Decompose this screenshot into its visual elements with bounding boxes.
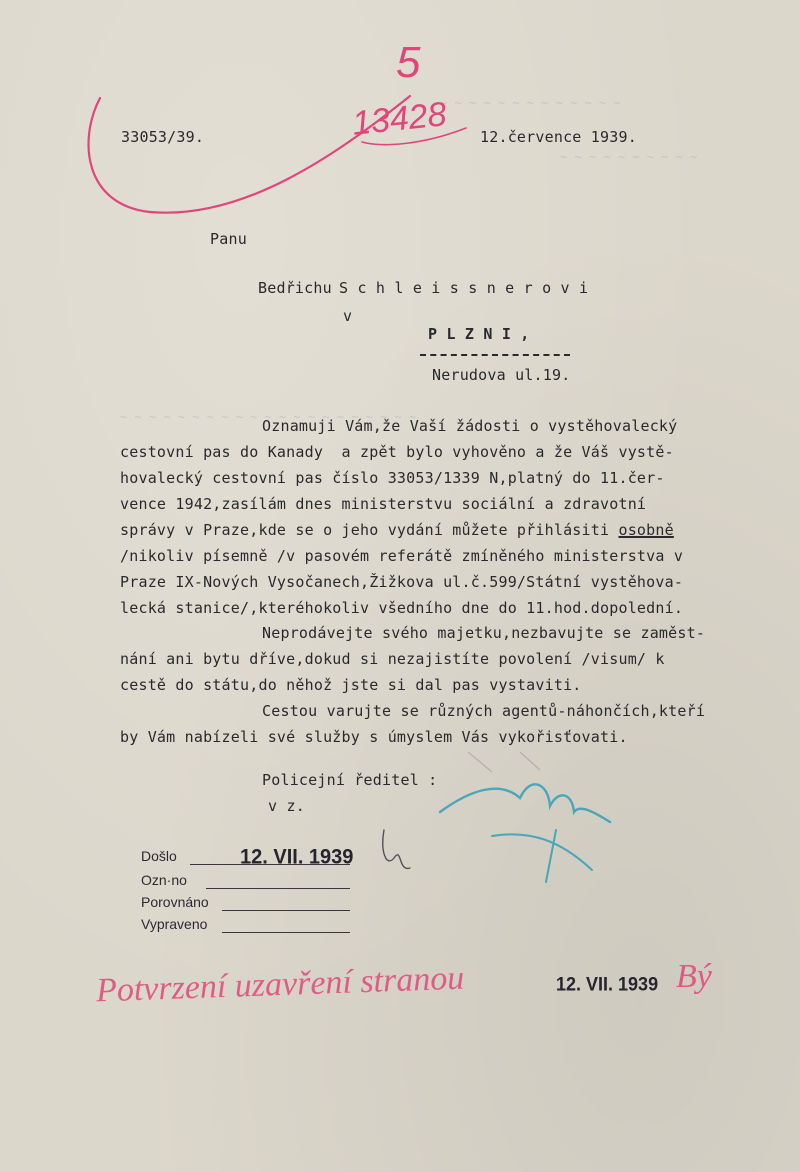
body-line-text: správy v Praze,kde se o jeho vydání můžete přihlásiti	[120, 521, 619, 539]
underlined-word: osobně	[618, 521, 674, 539]
recipient-street: Nerudova ul.19.	[432, 366, 571, 384]
handwritten-mark: 5	[396, 38, 421, 87]
stamp-date-received: 12. VII. 1939	[240, 845, 354, 869]
pencil-mark	[468, 752, 540, 772]
pencil-mark	[383, 830, 410, 868]
body-line: Neprodávejte svého majetku,nezbavujte se zaměst-	[262, 624, 706, 642]
red-number-underline	[362, 128, 466, 145]
body-line: Oznamuji Vám,že Vaší žádosti o vystěhovalecký	[262, 417, 678, 435]
body-line: nání ani bytu dříve,dokud si nezajistíte povolení /visum/ k	[120, 650, 665, 668]
stamp-label-porovnano: Porovnáno	[141, 894, 209, 910]
reference-number: 33053/39.	[121, 128, 205, 146]
body-line: /nikoliv písemně /v pasovém referátě zmíněného ministerstva v	[120, 547, 684, 565]
body-line: Cestou varujte se různých agentů-náhončích,kteří	[262, 702, 706, 720]
stamp-date-bottom: 12. VII. 1939	[556, 973, 659, 995]
blue-signature-stroke	[492, 834, 592, 870]
bleed-through-text: ~ ~ ~ ~ ~ ~ ~ ~ ~ ~	[560, 150, 698, 164]
date-line: 12.července 1939.	[480, 128, 637, 146]
body-line: hovalecký cestovní pas číslo 33053/1339 N,platný do 11.čer-	[120, 469, 665, 487]
signature-vz: v z.	[268, 797, 305, 815]
body-line: lecká stanice/,kteréhokoliv všedního dne do 11.hod.dopolední.	[120, 599, 684, 617]
body-line: Praze IX-Nových Vysočanech,Žižkova ul.č.599/Státní vystěhova-	[120, 573, 684, 591]
recipient-city: P L Z N I ,	[428, 325, 530, 343]
stamp-label-vypraveno: Vypraveno	[141, 916, 208, 932]
bleed-through-text: ~ ~ ~ ~ ~ ~ ~ ~ ~ ~ ~ ~ ~	[440, 96, 621, 110]
blue-signature-stroke	[546, 830, 556, 882]
handwritten-file-number: 13428	[350, 95, 449, 143]
body-line: cestě do státu,do něhož jste si dal pas vystaviti.	[120, 676, 582, 694]
body-line: cestovní pas do Kanady a zpět bylo vyhověno a že Váš vystě-	[120, 443, 674, 461]
recipient-first-name: Bedřichu	[258, 279, 332, 297]
recipient-surname: S c h l e i s s n e r o v i	[339, 279, 589, 297]
body-line: vence 1942,zasílám dnes ministerstvu sociální a zdravotní	[120, 495, 647, 513]
handwritten-initials: Bý	[676, 958, 712, 995]
stamp-label-doslo: Došlo	[141, 848, 177, 864]
salutation: Panu	[210, 230, 247, 248]
signature-title: Policejní ředitel :	[262, 771, 438, 789]
recipient-preposition: v	[343, 307, 353, 325]
body-line: by Vám nabízeli své služby s úmyslem Vás vykořisťovati.	[120, 728, 628, 746]
stamp-label-oznaceno: Ozn·no	[141, 872, 187, 888]
bleed-through-text: ~ ~ ~ ~ ~ ~ ~ ~ ~ ~ ~ ~ ~ ~ ~ ~ ~ ~ ~ ~ ~	[120, 410, 417, 424]
handwritten-bottom-note: Potvrzení uzavření stranou	[95, 959, 465, 1010]
blue-signature-stroke	[440, 784, 610, 822]
red-pencil-curve	[89, 96, 410, 213]
